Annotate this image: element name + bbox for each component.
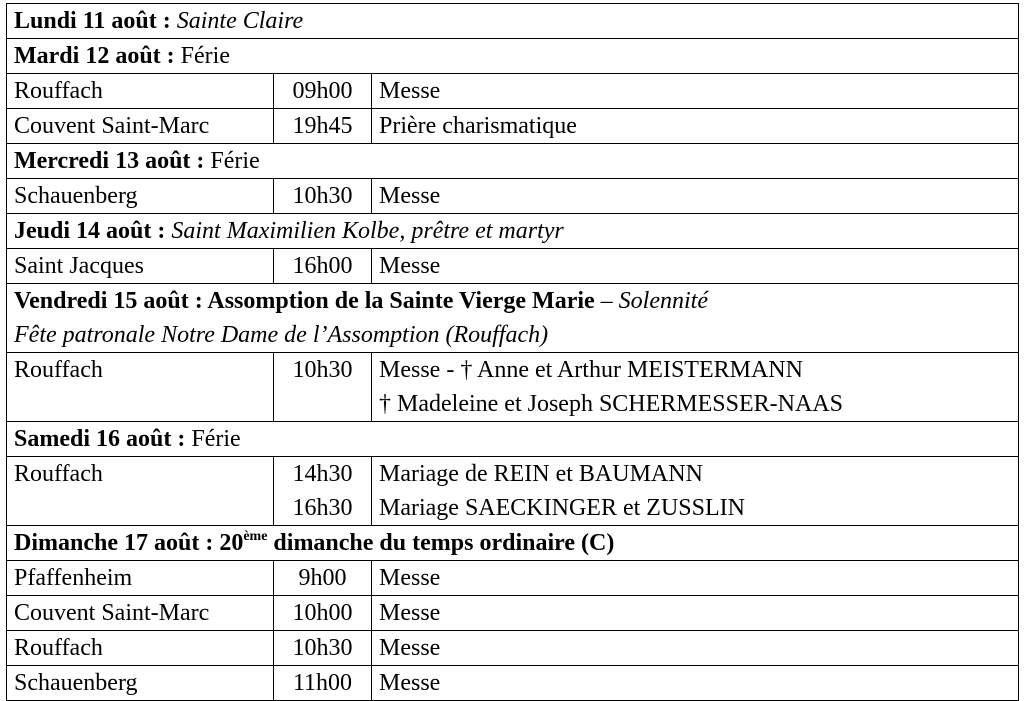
day-header-row <box>7 214 1019 249</box>
service-place: Rouffach <box>7 631 274 666</box>
day-description-line2: Fête patronale Notre Dame de l’Assomption (Rouffach) <box>14 322 549 348</box>
service-time: 10h30 <box>274 179 372 214</box>
service-event: Messe <box>372 631 1019 666</box>
service-row <box>7 631 1019 666</box>
service-place: Couvent Saint-Marc <box>7 596 274 631</box>
day-label: Samedi 16 août : <box>14 426 186 452</box>
day-sep: – <box>594 288 619 314</box>
service-place: Pfaffenheim <box>7 561 274 596</box>
day-description: Solennité <box>618 288 708 314</box>
service-time-line1: 14h30 <box>292 461 353 487</box>
day-header <box>7 144 1019 179</box>
day-label: Dimanche 17 août : 20 <box>14 530 244 556</box>
service-place: Saint Jacques <box>7 249 274 284</box>
day-description: Férie <box>191 426 241 452</box>
service-row <box>7 249 1019 284</box>
service-place: Couvent Saint-Marc <box>7 109 274 144</box>
day-description: Saint Maximilien Kolbe, prêtre et martyr <box>171 218 564 244</box>
day-header-row <box>7 144 1019 179</box>
service-row <box>7 109 1019 144</box>
service-row <box>7 596 1019 631</box>
day-header <box>7 4 1019 39</box>
service-place: Rouffach <box>7 353 274 422</box>
service-row <box>7 561 1019 596</box>
service-event: Messe <box>372 179 1019 214</box>
day-description: dimanche du temps ordinaire (C) <box>267 530 615 556</box>
day-label: Mercredi 13 août : <box>14 148 205 174</box>
service-event <box>372 457 1019 526</box>
day-description: Férie <box>210 148 260 174</box>
service-place: Schauenberg <box>7 179 274 214</box>
service-place: Rouffach <box>7 74 274 109</box>
service-event-line2: Mariage SAECKINGER et ZUSSLIN <box>379 495 745 521</box>
service-event-line1: Messe - † Anne et Arthur MEISTERMANN <box>379 357 803 383</box>
service-time: 10h30 <box>274 631 372 666</box>
day-label: Mardi 12 août : <box>14 43 175 69</box>
schedule-table <box>6 3 1019 701</box>
service-time: 11h00 <box>274 666 372 701</box>
service-place: Rouffach <box>7 457 274 526</box>
service-event: Prière charismatique <box>372 109 1019 144</box>
day-label: Vendredi 15 août : Assomption de la Sainte Vierge Marie <box>14 288 595 314</box>
service-place: Schauenberg <box>7 666 274 701</box>
day-header <box>7 526 1019 561</box>
service-event: Messe <box>372 249 1019 284</box>
service-event: Messe <box>372 561 1019 596</box>
service-event: Messe <box>372 74 1019 109</box>
day-header-row <box>7 4 1019 39</box>
day-header-row <box>7 422 1019 457</box>
service-time: 16h00 <box>274 249 372 284</box>
service-row <box>7 666 1019 701</box>
service-event: Messe <box>372 596 1019 631</box>
day-header-row <box>7 39 1019 74</box>
ordinal-suffix: ème <box>243 529 268 544</box>
day-header-row <box>7 284 1019 353</box>
service-row <box>7 353 1019 422</box>
service-event-line1: Mariage de REIN et BAUMANN <box>379 461 703 487</box>
service-time: 9h00 <box>274 561 372 596</box>
service-event <box>372 353 1019 422</box>
service-row <box>7 74 1019 109</box>
day-header <box>7 284 1019 353</box>
service-time: 19h45 <box>274 109 372 144</box>
service-time-line2: 16h30 <box>292 495 353 521</box>
day-description: Sainte Claire <box>176 8 304 34</box>
service-row <box>7 457 1019 526</box>
service-time: 09h00 <box>274 74 372 109</box>
service-event: Messe <box>372 666 1019 701</box>
day-header <box>7 214 1019 249</box>
day-header-row <box>7 526 1019 561</box>
service-event-line2: † Madeleine et Joseph SCHERMESSER-NAAS <box>379 391 843 417</box>
service-time: 10h30 <box>274 353 372 422</box>
service-time: 10h00 <box>274 596 372 631</box>
day-description: Férie <box>180 43 230 69</box>
service-time <box>274 457 372 526</box>
day-label: Lundi 11 août : <box>14 8 171 34</box>
day-label: Jeudi 14 août : <box>14 218 166 244</box>
day-header <box>7 39 1019 74</box>
service-row <box>7 179 1019 214</box>
day-header <box>7 422 1019 457</box>
